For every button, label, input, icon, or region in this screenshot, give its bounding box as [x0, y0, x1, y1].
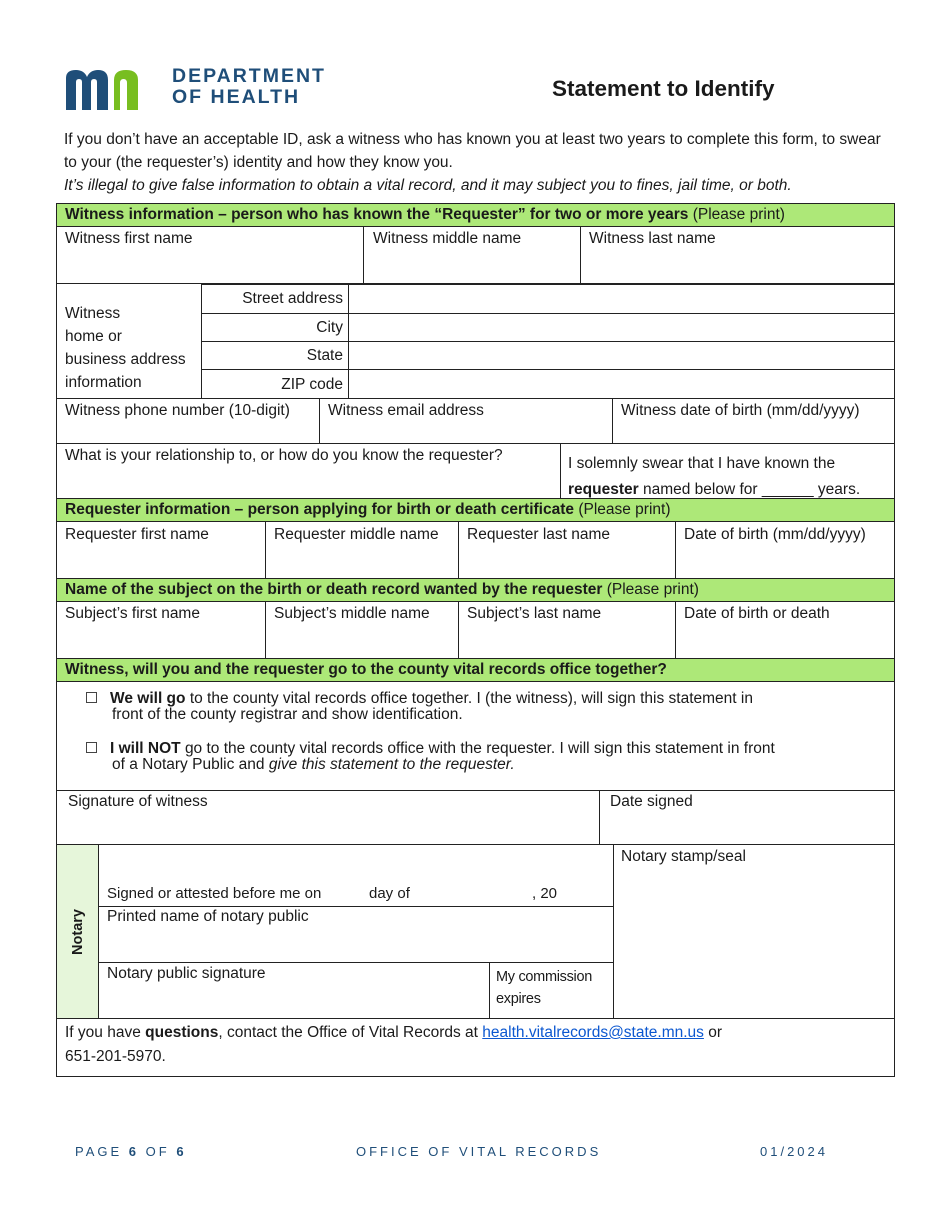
contact-phone: 651-201-5970. — [65, 1048, 166, 1065]
opt2-text: go to the county vital records office with the requester. I will sign this statement in front — [184, 740, 775, 757]
vital-records-email-link[interactable]: health.vitalrecords@state.mn.us — [482, 1024, 704, 1041]
witness-section-header — [56, 203, 895, 227]
logo-line-2: OF HEALTH — [172, 86, 301, 108]
opt2-line-2 — [86, 757, 876, 773]
swear-named-below: named below for — [642, 481, 758, 498]
contact-text-2: , contact the Office of Vital Records at — [218, 1024, 478, 1041]
subject-last-name-label: Subject’s last name — [467, 605, 602, 622]
opt1-text: to the county vital records office together. I (the witness), will sign this statement in — [189, 690, 753, 707]
together-section-header: Witness, will you and the requester go to the county vital records office together? — [56, 658, 895, 682]
requester-header-text: Requester information – person applying for birth or death certificate — [65, 501, 574, 518]
requester-last-name-label: Requester last name — [467, 526, 611, 543]
address-label-line-2: home or — [65, 328, 122, 345]
requester-dob-label: Date of birth (mm/dd/yyyy) — [684, 526, 866, 543]
page-number — [75, 1144, 187, 1159]
swear-line-1: I solemnly swear that I have known the — [568, 455, 836, 472]
signed-before-label: Signed or attested before me on — [107, 885, 322, 902]
opt2-line-2b: give this statement to the requester. — [268, 756, 515, 773]
subject-section-header — [56, 578, 895, 602]
page-total: 6 — [176, 1144, 187, 1159]
witness-phone-label: Witness phone number (10-digit) — [65, 402, 290, 419]
city-input[interactable] — [348, 313, 895, 342]
zip-code-label: ZIP code — [281, 376, 343, 393]
requester-please-print: (Please print) — [578, 501, 671, 518]
requester-section-header — [56, 498, 895, 522]
footer-date: 01/2024 — [760, 1144, 828, 1159]
contact-text-1: If you have — [65, 1024, 141, 1041]
city-label: City — [316, 319, 343, 336]
footer-office: OFFICE OF VITAL RECORDS — [356, 1144, 602, 1159]
we-will-go-checkbox[interactable] — [86, 692, 97, 703]
swear-statement — [568, 451, 860, 503]
notary-printed-name-label: Printed name of notary public — [107, 908, 309, 925]
address-label-line-1: Witness — [65, 305, 121, 322]
subject-first-name-label: Subject’s first name — [65, 605, 200, 622]
opt2-line-2a: of a Notary Public and — [112, 756, 265, 773]
subject-date-label: Date of birth or death — [684, 605, 830, 622]
year-prefix-label: , 20 — [532, 885, 558, 902]
subject-header-text: Name of the subject on the birth or death record wanted by the requester — [65, 581, 603, 598]
contact-questions-bold: questions — [145, 1024, 219, 1041]
opt1-bold: We will go — [110, 690, 186, 707]
requester-first-name-label: Requester first name — [65, 526, 209, 543]
years-known-blank[interactable]: ______ — [761, 481, 814, 498]
notary-side-label — [56, 844, 99, 1019]
swear-requester-bold: requester — [568, 481, 639, 498]
intro-warning: It’s illegal to give false information to obtain a vital record, and it may subject you to fines, jail time, or both. — [64, 177, 792, 194]
subject-please-print: (Please print) — [606, 581, 699, 598]
state-input[interactable] — [348, 341, 895, 370]
opt1-line-2: front of the county registrar and show identification. — [112, 706, 463, 723]
notary-stamp-area[interactable] — [613, 844, 895, 1019]
page-word: PAGE — [75, 1144, 123, 1159]
notary-signature-label: Notary public signature — [107, 965, 266, 982]
state-label: State — [306, 347, 343, 364]
date-signed-label: Date signed — [610, 793, 693, 810]
witness-signature-label: Signature of witness — [68, 793, 208, 810]
department-name — [172, 66, 326, 108]
street-address-label: Street address — [242, 290, 343, 307]
contact-text-3: or — [708, 1024, 723, 1041]
contact-text — [65, 1021, 722, 1069]
commission-line-2: expires — [496, 991, 541, 1007]
street-address-input[interactable] — [348, 284, 895, 314]
mdh-logo — [64, 66, 354, 112]
swear-years: years. — [817, 481, 861, 498]
option-will-not-go[interactable] — [86, 741, 876, 773]
address-label-line-4: information — [65, 374, 142, 391]
witness-address-label — [65, 302, 186, 394]
will-not-go-checkbox[interactable] — [86, 742, 97, 753]
logo-line-1: DEPARTMENT — [172, 65, 326, 87]
address-label-line-3: business address — [65, 351, 186, 368]
page-num: 6 — [128, 1144, 140, 1159]
subject-middle-name-label: Subject’s middle name — [274, 605, 430, 622]
opt2-bold: I will NOT — [110, 740, 181, 757]
contact-line-1 — [65, 1021, 722, 1045]
page-title: Statement to Identify — [552, 76, 775, 101]
commission-expires-label — [496, 966, 592, 1010]
notary-stamp-label: Notary stamp/seal — [621, 848, 746, 865]
witness-header-text: Witness information – person who has known the “Requester” for two or more years — [65, 206, 689, 223]
intro-paragraph: If you don’t have an acceptable ID, ask a witness who has known you at least two years to complete this form, to swear to your (the requester’s) identity and how they know you. — [64, 131, 881, 171]
day-of-label: day of — [369, 885, 410, 902]
notary-side-text: Notary — [69, 908, 86, 955]
witness-dob-label: Witness date of birth (mm/dd/yyyy) — [621, 402, 860, 419]
relationship-label: What is your relationship to, or how do you know the requester? — [65, 447, 503, 464]
zip-code-input[interactable] — [348, 369, 895, 399]
option-we-will-go[interactable] — [86, 691, 876, 723]
witness-last-name-label: Witness last name — [589, 230, 716, 247]
mn-logo-icon — [64, 68, 160, 112]
requester-middle-name-label: Requester middle name — [274, 526, 439, 543]
witness-email-label: Witness email address — [328, 402, 484, 419]
commission-line-1: My commission — [496, 969, 593, 985]
of-word: OF — [145, 1144, 170, 1159]
witness-please-print: (Please print) — [692, 206, 785, 223]
witness-middle-name-label: Witness middle name — [373, 230, 522, 247]
intro-text — [64, 128, 894, 197]
witness-first-name-label: Witness first name — [65, 230, 193, 247]
